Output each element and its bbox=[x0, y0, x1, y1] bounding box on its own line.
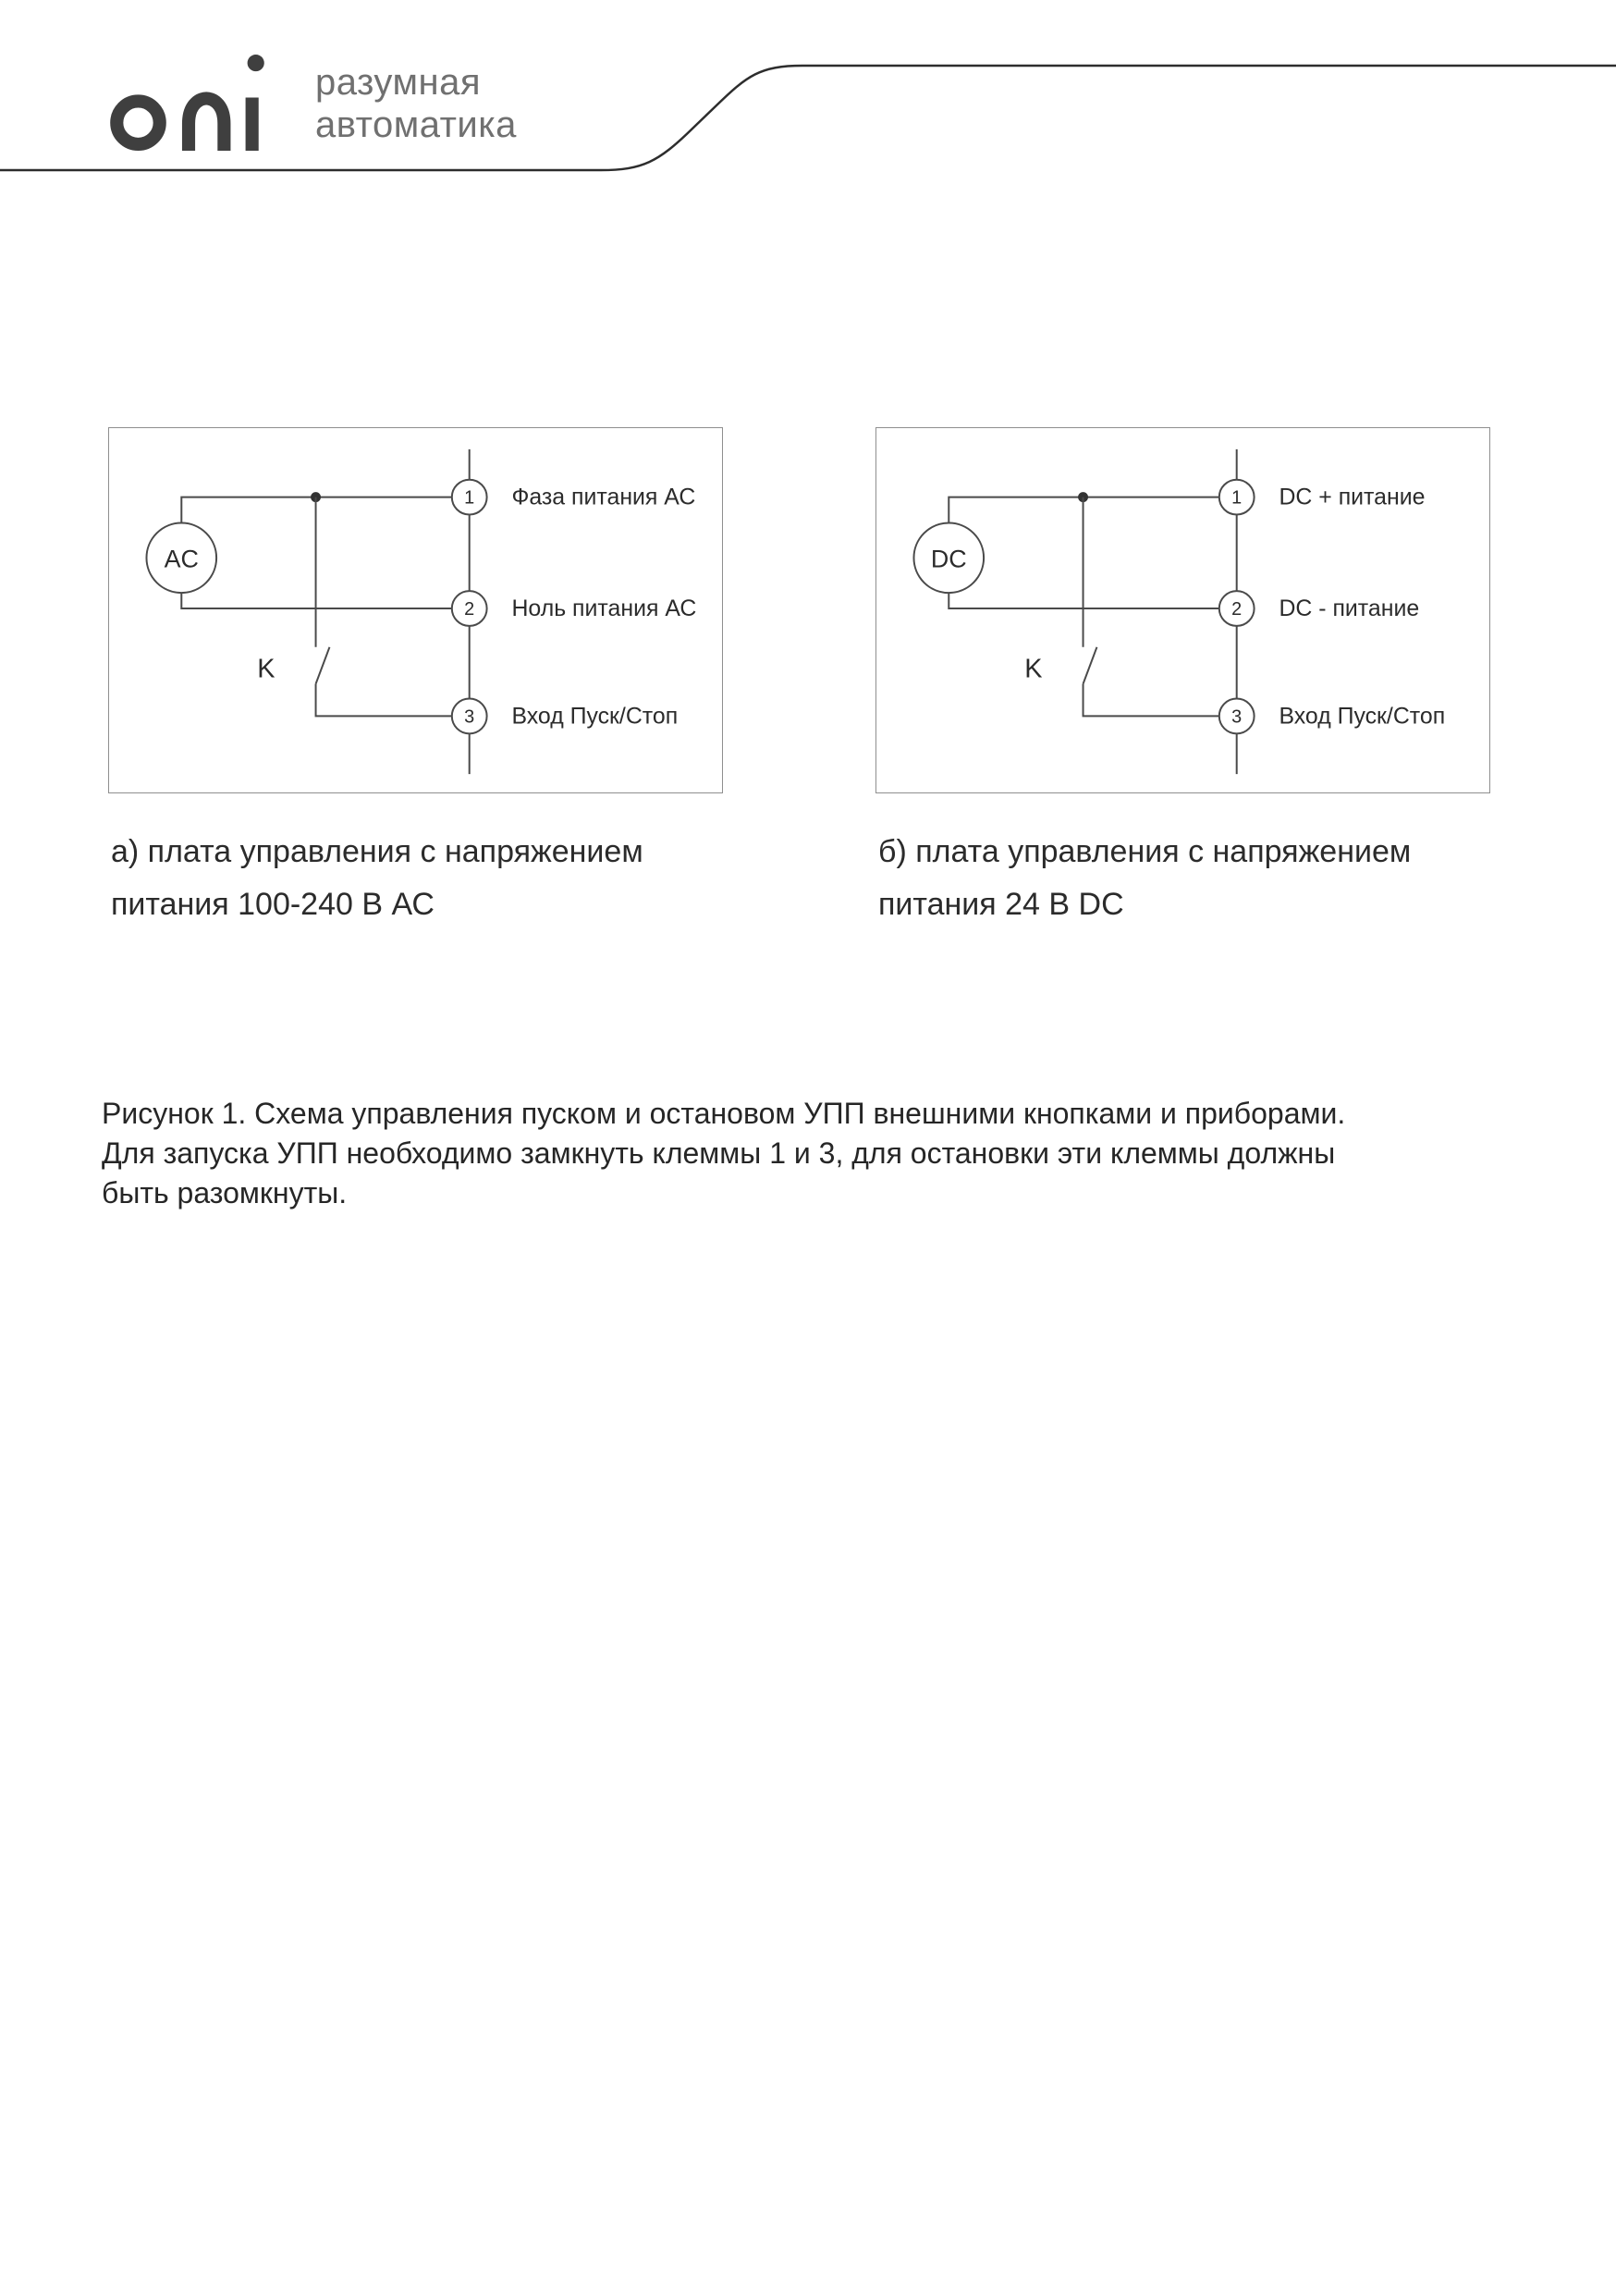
logo-letter-n bbox=[189, 98, 224, 151]
tagline-line-2: автоматика bbox=[315, 104, 517, 145]
diagram-ac bbox=[108, 427, 723, 793]
switch-lower-wire bbox=[1083, 684, 1219, 717]
logo-letter-o bbox=[116, 101, 159, 143]
figure-line-2: Для запуска УПП необходимо замкнуть клеммы 1 и 3, для остановки эти клеммы должны bbox=[102, 1136, 1336, 1170]
terminal-3-label: Вход Пуск/Стоп bbox=[1279, 703, 1446, 730]
source-label: DC bbox=[930, 545, 967, 573]
figure-description bbox=[102, 1094, 1544, 1213]
tagline-line-1: разумная bbox=[315, 62, 481, 103]
switch-blade bbox=[316, 647, 330, 684]
terminal-1-number: 1 bbox=[1231, 487, 1243, 509]
caption-dc-line-2: питания 24 В DC bbox=[878, 887, 1124, 922]
switch-label: K bbox=[1024, 654, 1043, 684]
terminal-2-label: Ноль питания АС bbox=[511, 595, 697, 622]
terminal-2-number: 2 bbox=[464, 599, 475, 620]
terminal-1-label: Фаза питания АС bbox=[511, 484, 696, 510]
terminal-2-number: 2 bbox=[1231, 599, 1243, 620]
terminal-3-number: 3 bbox=[1231, 706, 1243, 728]
switch-label: K bbox=[257, 654, 275, 684]
terminal-2-label: DC - питание bbox=[1279, 595, 1420, 622]
switch-blade bbox=[1083, 647, 1097, 684]
caption-ac-line-2: питания 100-240 В АС bbox=[111, 887, 435, 922]
diagram-dc bbox=[875, 427, 1490, 793]
figure-line-3: быть разомкнуты. bbox=[102, 1176, 348, 1209]
terminal-1-number: 1 bbox=[464, 487, 475, 509]
logo-letter-i-dot bbox=[248, 55, 264, 71]
caption-ac-line-1: а) плата управления с напряжением bbox=[111, 834, 643, 869]
source-label: AC bbox=[164, 545, 199, 573]
terminal-3-number: 3 bbox=[464, 706, 475, 728]
wire-minus bbox=[949, 593, 1219, 608]
figure-line-1: Рисунок 1. Схема управления пуском и остановом УПП внешними кнопками и приборами. bbox=[102, 1097, 1346, 1130]
oni-logo-icon bbox=[108, 54, 267, 152]
brand-tagline bbox=[315, 61, 517, 146]
terminal-1-label: DC + питание bbox=[1279, 484, 1426, 510]
switch-lower-wire bbox=[316, 684, 452, 717]
diagram-dc-svg bbox=[876, 428, 1489, 792]
diagram-ac-svg bbox=[109, 428, 722, 792]
caption-dc-line-1: б) плата управления с напряжением bbox=[878, 834, 1412, 869]
terminal-3-label: Вход Пуск/Стоп bbox=[511, 703, 679, 730]
caption-diagram-ac bbox=[111, 826, 643, 931]
caption-diagram-dc bbox=[878, 826, 1411, 931]
